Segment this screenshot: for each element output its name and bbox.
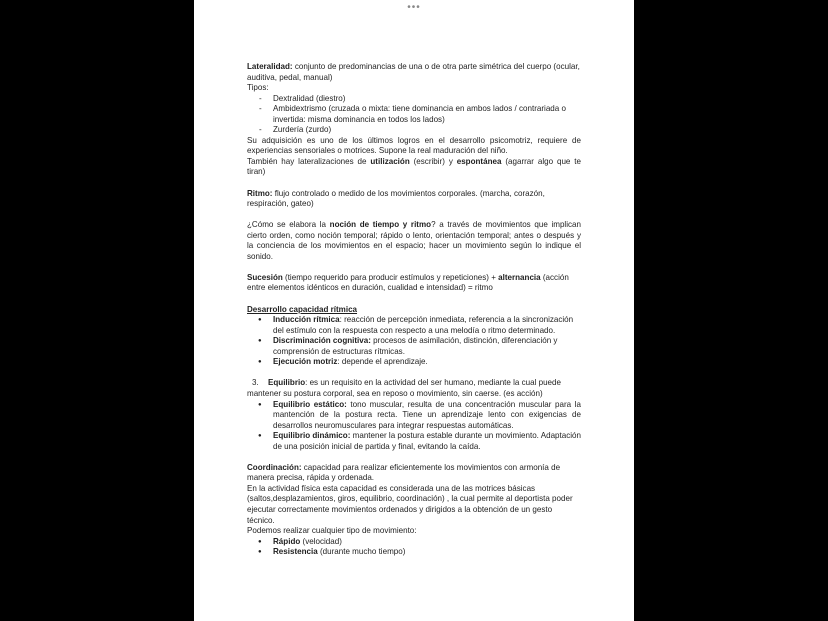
list-item: ● Discriminación cognitiva: procesos de asimilación, distinción, diferenciación y comprensión de estructuras rítmicas. <box>247 336 581 357</box>
section-heading: Desarrollo capacidad rítmica <box>247 304 358 314</box>
tipos-list <box>247 94 581 136</box>
desarrollo-list <box>247 315 581 368</box>
coordinacion-definition: Coordinación: capacidad para realizar eficientemente los movimientos con armonía de manera precisa, rápida y ordenada. <box>247 462 561 483</box>
list-item: ● Resistencia (durante mucho tiempo) <box>247 547 581 558</box>
coordinacion-podemos: Podemos realizar cualquier tipo de movimiento: <box>247 526 417 536</box>
more-horizontal-icon[interactable]: ••• <box>407 2 421 13</box>
list-item: - Dextralidad (diestro) <box>247 94 581 105</box>
lateralizaciones-paragraph: También hay lateralizaciones de utilización (escribir) y espontánea (agarrar algo que te tiran) <box>247 156 581 177</box>
adquisicion-paragraph: Su adquisición es uno de los últimos logros en el desarrollo psicomotriz, requiere de experiencias sensoriales o motrices. Supone la real maduración del niño. <box>247 135 581 156</box>
document-page <box>194 0 634 621</box>
ritmo-definition: Ritmo: flujo controlado o medido de los movimientos corporales. (marcha, corazón, respiración, gateo) <box>247 188 545 209</box>
list-item: ● Ejecución motriz: depende el aprendizaje. <box>247 357 581 368</box>
equilibrio-paragraph: 3. Equilibrio: es un requisito en la actividad del ser humano, mediante la cual puede mantener su postura corporal, sea en reposo o movimiento, sin caerse. (es acción) <box>247 378 561 398</box>
nocion-paragraph: ¿Cómo se elabora la noción de tiempo y ritmo? a través de movimientos que implican cierto orden, como noción temporal; rápido o lento, orientación temporal; antes o después y la conciencia de los movimientos en el espacio; hacer un movimiento según lo indique el sonido. <box>247 220 581 261</box>
list-item: - Zurdería (zurdo) <box>247 125 581 136</box>
list-item: ● Inducción rítmica: reacción de percepción inmediata, referencia a la sincronización del estímulo con la respuesta con respecto a una melodía o ritmo determinado. <box>247 315 581 336</box>
document-body <box>247 62 581 558</box>
list-item: ● Rápido (velocidad) <box>247 537 581 548</box>
movimiento-list <box>247 537 581 558</box>
list-item: ● Equilibrio estático: tono muscular, resulta de una concentración muscular para la mantención de la postura recta. Tiene un aprendizaje lento con exigencias de desarrollos neuromusculares para integrar respuestas automáticas. <box>247 400 581 432</box>
equilibrio-list <box>247 400 581 453</box>
lateralidad-definition: Lateralidad: conjunto de predominancias de una o de otra parte simétrica del cuerpo (ocular, auditiva, pedal, manual) <box>247 62 580 82</box>
list-item: ● Equilibrio dinámico: mantener la postura estable durante un movimiento. Adaptación de una posición inicial de partida y final, evitando la caída. <box>247 431 581 452</box>
coordinacion-actividad: En la actividad física esta capacidad es considerada una de las motrices básicas (saltos,desplazamientos, giros, equilibrio, coordinación) , la cual permite al deportista poder ejecutar correctamente movimientos ordenados y dirigidos a la obtención de un gesto técnico. <box>247 483 573 525</box>
sucesion-paragraph: Sucesión (tiempo requerido para producir estímulos y repeticiones) + alternancia (acción entre elementos idénticos en duración, cualidad e intensidad) = ritmo <box>247 272 569 293</box>
list-item: - Ambidextrismo (cruzada o mixta: tiene dominancia en ambos lados / contrariada o invertida: misma dominancia en todos los lados) <box>247 104 581 125</box>
tipos-label: Tipos: <box>247 83 269 93</box>
